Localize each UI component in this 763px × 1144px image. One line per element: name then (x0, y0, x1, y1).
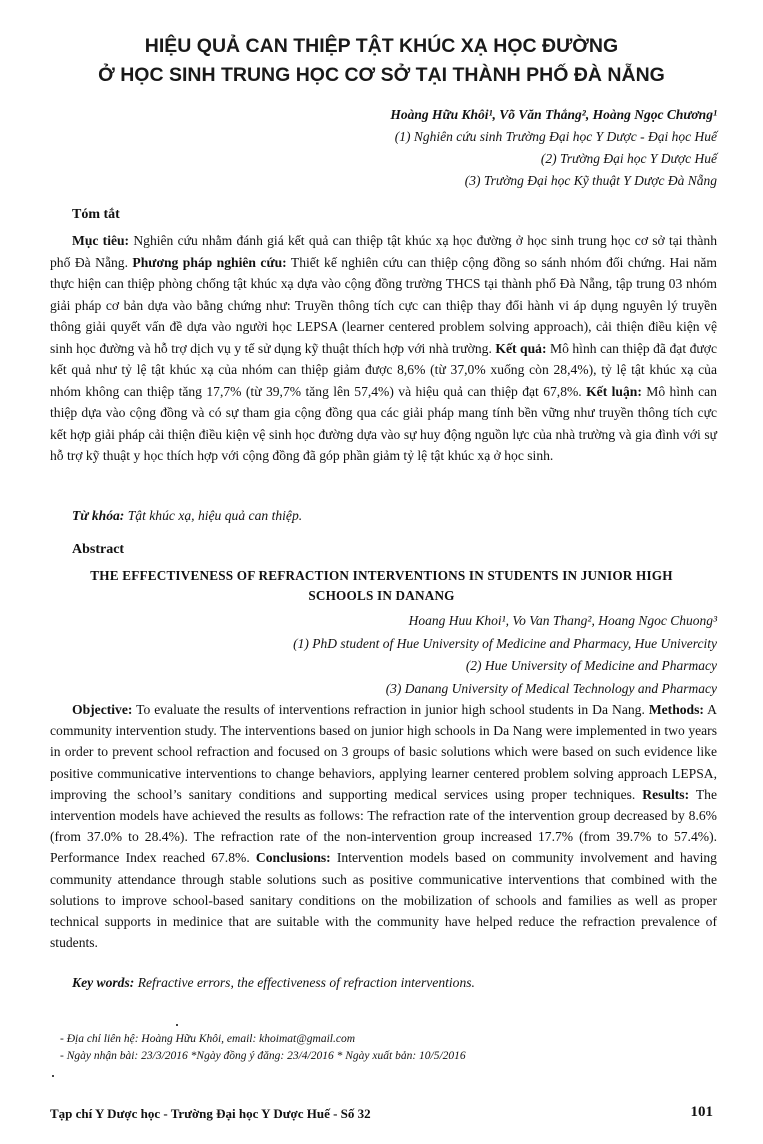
title-line-2: Ở HỌC SINH TRUNG HỌC CƠ SỞ TẠI THÀNH PHỐ ĐÀ NẴNG (98, 64, 665, 86)
affiliation-vn-2: (2) Trường Đại học Y Dược Huế (540, 151, 717, 166)
english-title: THE EFFECTIVENESS OF REFRACTION INTERVENTIONS IN STUDENTS IN JUNIOR HIGH SCHOOLS IN DANANG (90, 568, 673, 603)
footnote-contact: - Địa chỉ liên hệ: Hoàng Hữu Khôi, email: khoimat@gmail.com (60, 1033, 356, 1045)
authors-vietnamese (390, 104, 717, 192)
footnotes (60, 1031, 680, 1065)
authors-english (293, 610, 717, 700)
footnote-dates: - Ngày nhận bài: 23/3/2016 *Ngày đồng ý đăng: 23/4/2016 * Ngày xuất bản: 10/5/2016 (60, 1050, 466, 1062)
methods-text: A community intervention study. The interventions based on junior high schools in Da Nang were implemented in two years in order to prevent school refraction and focused on 3 groups of basic solutions which were based on such evidence like positive communicative interventions to change behaviors, applying learner centered problem solving approach LEPSA, improving the school’s sanitary conditions and supporting medical services using proper techniques. (50, 702, 717, 802)
title-line-1: HIỆU QUẢ CAN THIỆP TẬT KHÚC XẠ HỌC ĐƯỜNG (144, 35, 619, 57)
keywords-label: Key words: (72, 975, 135, 990)
affiliation-en-2: (2) Hue University of Medicine and Pharmacy (465, 658, 717, 673)
methods-label: Methods: (648, 702, 704, 717)
ket-luan-label: Kết luận: (586, 383, 642, 399)
tom-tat-heading: Tóm tắt (72, 207, 120, 222)
tu-khoa-line (50, 505, 717, 527)
keywords-text: Refractive errors, the effectiveness of refraction interventions. (134, 975, 475, 990)
tu-khoa-text: Tật khúc xạ, hiệu quả can thiệp. (124, 508, 303, 523)
ket-luan-text: Mô hình can thiệp dựa vào cộng đồng và có sự tham gia cộng đồng qua các giải pháp mang tính bền vững như truyền thông tích cực kết hợp giải pháp cải thiện điều kiện vệ sinh học đường dựa vào sự huy động nguồn lực của nhà trường và gia đình với sự hỗ trợ kỹ thuật y học thích hợp với cộng đồng đã góp phần giảm tỷ lệ tật khúc xạ ở học sinh. (50, 383, 717, 463)
scan-speck (52, 1075, 54, 1077)
page-number: 101 (690, 1104, 713, 1120)
affiliation-en-1: (1) PhD student of Hue University of Medicine and Pharmacy, Hue Univercity (293, 635, 717, 651)
muc-tieu-label: Mục tiêu: (72, 233, 130, 248)
muc-tieu-text: Nghiên cứu nhằm đánh giá kết quả can thiệp tật khúc xạ học đường ở học sinh trung học cơ sở tại thành phố Đà Nẵng. (50, 233, 717, 270)
abstract-body (50, 699, 717, 953)
objective-text: To evaluate the results of interventions refraction in junior high school students in Da Nang. (132, 702, 649, 717)
affiliation-vn-3: (3) Trường Đại học Kỹ thuật Y Dược Đà Nẵng (464, 173, 717, 188)
author-names-en: Hoang Huu Khoi¹, Vo Van Thang², Hoang Ngoc Chuong³ (408, 613, 717, 628)
scan-speck (176, 1024, 178, 1026)
conclusions-label: Conclusions: (255, 850, 331, 866)
conclusions-text: Intervention models based on community involvement and having community attendance through stable solutions such as positive communicative interventions that combined with the solutions to improve school-based sanitary conditions on the mobilization of schools and families as well as proper technical supports in medinice that are suitable with the community have helped reduce the refraction prevalence of students. (50, 850, 717, 951)
affiliation-en-3: (3) Danang University of Medical Technology and Pharmacy (385, 680, 717, 696)
results-text: The intervention models have achieved the results as follows: The refraction rate of the intervention group decreased by 8.6% (from 37.0% to 28.4%). The refraction rate of the non-intervention group increased 17.7% (from 39.7% to 57.4%). Performance Index reached 67.8%. (50, 786, 717, 866)
tom-tat-body (50, 230, 717, 467)
tu-khoa-label: Từ khóa: (72, 508, 125, 523)
ket-qua-text: Mô hình can thiệp đã đạt được kết quả như tỷ lệ tật khúc xạ của nhóm can thiệp giảm được 8,6% (từ 37,0% xuống còn 28,4%), tỷ lệ tật khúc xạ của nhóm không can thiệp tăng 17,7% (từ 39,7% tăng lên 57,4%) và hiệu quả can thiệp đạt 67,8%. (50, 340, 717, 399)
ket-qua-label: Kết quả: (495, 340, 547, 356)
keywords-line (50, 972, 717, 994)
journal-footer: Tạp chí Y Dược học - Trường Đại học Y Dược Huế - Số 32 (50, 1106, 371, 1121)
abstract-heading: Abstract (72, 542, 125, 557)
affiliation-vn-1: (1) Nghiên cứu sinh Trường Đại học Y Dược - Đại học Huế (394, 129, 717, 144)
results-label: Results: (642, 786, 690, 802)
author-names-vn: Hoàng Hữu Khôi¹, Võ Văn Thắng², Hoàng Ngọc Chương¹ (390, 107, 717, 122)
article-title (60, 32, 703, 90)
phuong-phap-text: Thiết kế nghiên cứu can thiệp cộng đồng so sánh nhóm đối chứng. Hai năm thực hiện can thiệp phòng chống tật khúc xạ dựa vào cộng đồng trường THCS tại thành phố Đà Nẵng, tập trung 03 nhóm giải pháp cơ bản dựa vào bằng chứng như: Truyền thông tích cực can thiệp thay đổi hành vi áp dụng nguyên lý truyền thông giải quyết vấn đề dựa vào người học LEPSA (learner centered problem solving approach), cải thiện điều kiện vệ sinh học đường và hỗ trợ dịch vụ y tế sử dụng kỹ thuật thích hợp với nhà trường. (50, 254, 718, 356)
phuong-phap-label: Phương pháp nghiên cứu: (132, 254, 287, 270)
objective-label: Objective: (72, 702, 133, 717)
